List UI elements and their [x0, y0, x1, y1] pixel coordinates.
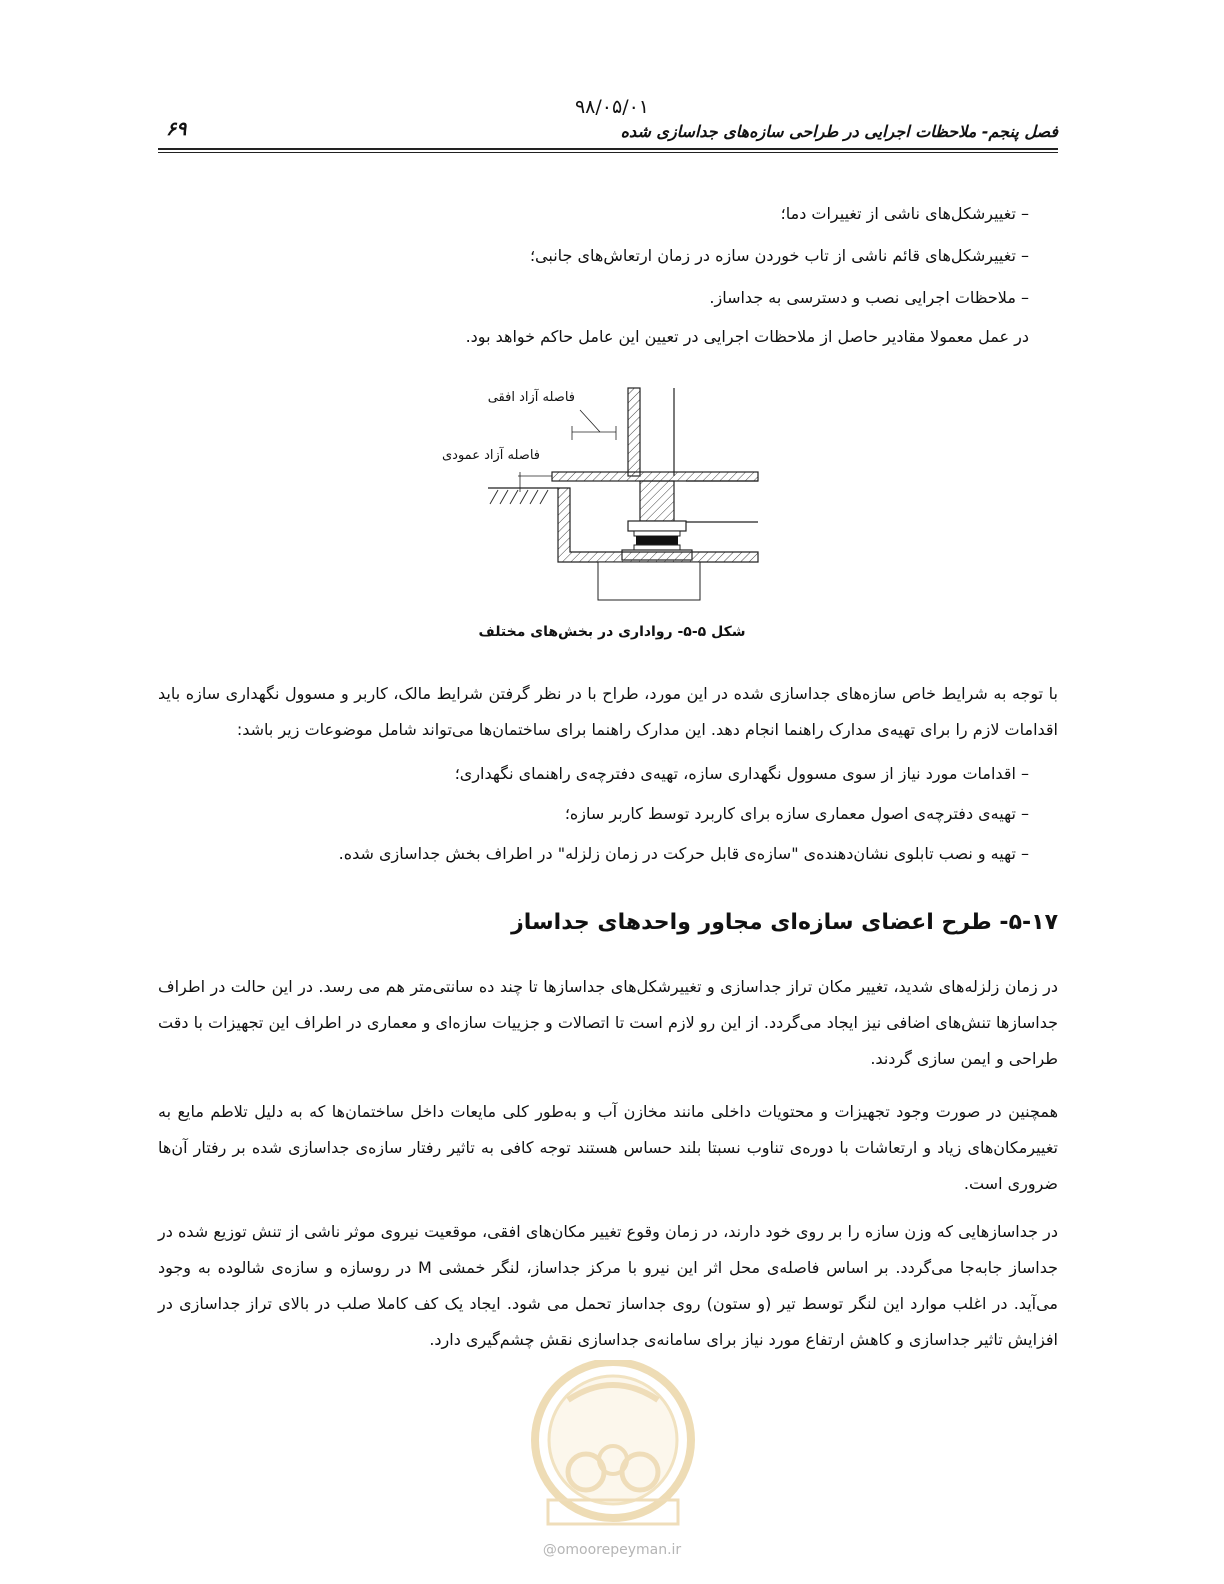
chapter-title: فصل پنجم- ملاحظات اجرایی در طراحی سازه‌های جداسازی شده	[620, 122, 1058, 141]
guide-paragraph: با توجه به شرایط خاص سازه‌های جداسازی شده در این مورد، طراح با در نظر گرفتن شرایط مالک، کاربر و مسوول نگهداری سازه باید اقدامات لازم را برای تهیه‌ی مدارک راهنما انجام دهد. این مدارک راهنما برای ساختمان‌ها می‌تواند شامل موضوعات زیر باشد:	[158, 684, 1058, 739]
tolerance-diagram	[430, 380, 770, 610]
gear-seal-icon	[508, 1360, 718, 1530]
section-heading: ۵-۱۷- طرح اعضای سازه‌ای مجاور واحدهای جداساز	[511, 910, 1058, 935]
header-rule-thick	[158, 148, 1058, 150]
tolerance-figure	[430, 380, 770, 610]
intro-list-item: – تغییرشکل‌های ناشی از تغییرات دما؛	[780, 204, 1029, 223]
isolator-cap	[640, 481, 674, 521]
figure-caption: شکل ۵-۵- رواداری در بخش‌های مختلف	[478, 624, 746, 640]
intro-list-item: – ملاحظات اجرایی نصب و دسترسی به جداساز.	[709, 288, 1029, 307]
column	[628, 388, 640, 476]
section-paragraph: همچنین در صورت وجود تجهیزات و محتویات داخلی مانند مخازن آب و به‌طور کلی مایعات داخل ساختمان‌ها که به دلیل تلاطم مایع به تغییرمکان‌های زیاد و ارتعاشات با دوره‌ی تناوب نسبتا بلند حساس هستند توجه کافی به تاثیر رفتار سازه‌ی جداسازی شده بر رفتار آن‌ها ضروری است.	[158, 1102, 1058, 1193]
section-paragraph: در زمان زلزله‌های شدید، تغییر مکان تراز جداسازی و تغییرشکل‌های جداسازها تا چند ده سانتی‌متر هم می رسد. در این حالت در اطراف جداسازها تنش‌های اضافی نیز ایجاد می‌گردد. از این رو لازم است تا اتصالات و جزییات سازه‌ای و معماری در اطراف این تجهیزات با دقت طراحی و ایمن سازی گردند.	[158, 977, 1058, 1068]
label-horizontal-clearance: فاصله آزاد افقی	[487, 390, 575, 405]
header-rule-thin	[158, 152, 1058, 153]
guide-list-item: – تهیه و نصب تابلوی نشان‌دهنده‌ی "سازه‌ی قابل حرکت در زمان زلزله" در اطراف بخش جداسازی شده.	[338, 844, 1029, 863]
guide-list-item: – اقدامات مورد نیاز از سوی مسوول نگهداری سازه، تهیه‌ی دفترچه‌ی راهنمای نگهداری؛	[454, 764, 1029, 783]
header-date: ۹۸/۰۵/۰۱	[574, 96, 650, 118]
upper-slab	[552, 472, 758, 481]
guide-list-item: – تهیه‌ی دفترچه‌ی اصول معماری سازه برای کاربرد توسط کاربر سازه؛	[564, 804, 1029, 823]
isolator-bearing	[636, 536, 678, 545]
watermark-seal	[508, 1360, 718, 1570]
watermark-url: @omoorepeyman.ir	[542, 1542, 682, 1558]
intro-conclusion: در عمل معمولا مقادیر حاصل از ملاحظات اجرایی در تعیین این عامل حاکم خواهد بود.	[465, 327, 1029, 346]
section-paragraph: در جداسازهایی که وزن سازه را بر روی خود دارند، در زمان وقوع تغییر مکان‌های افقی، موقعیت نیروی موثر ناشی از تنش توزیع شده در جداساز جابه‌جا می‌گردد. بر اساس فاصله‌ی محل اثر این نیرو با مرکز جداساز، لنگر خمشی M در روسازه و سازه‌ی شالوده به وجود می‌آید. در اغلب موارد این لنگر توسط تیر (و ستون) روی جداساز تحمل می شود. ایجاد یک کف کاملا صلب در بالای تراز جداسازی در افزایش تاثیر جداسازی و کاهش ارتفاع مورد نیاز برای سامانه‌ی جداسازی نقش چشم‌گیری دارد.	[158, 1222, 1058, 1349]
intro-list-item: – تغییرشکل‌های قائم ناشی از تاب خوردن سازه در زمان ارتعاش‌های جانبی؛	[529, 246, 1029, 265]
page-number: ۶۹	[166, 118, 187, 140]
label-vertical-clearance: فاصله آزاد عمودی	[442, 448, 540, 463]
